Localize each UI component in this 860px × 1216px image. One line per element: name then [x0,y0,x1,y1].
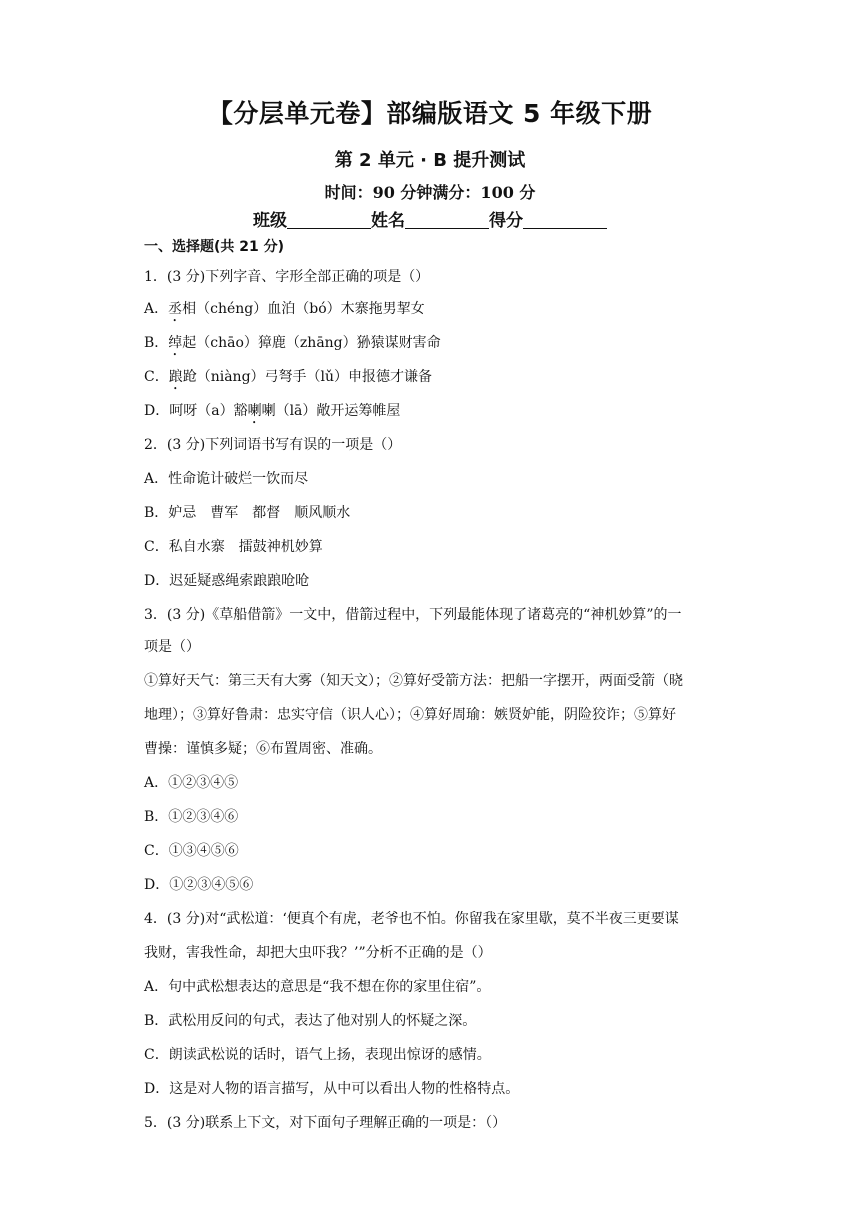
dotted-char: 踉 [168,369,183,385]
option-text: 起（chāo）獐鹿（zhāng）狲猿谋财害命 [182,335,441,351]
dotted-char: 丞 [168,301,183,317]
class-label: 班级 [253,211,287,231]
question-3-body-line-2: 地理）；③算好鲁肃：忠实守信（识人心）；④算好周瑜：嫉贤妒能，阴险狡诈；⑤算好 [144,707,676,723]
question-4-stem-line-2: 我财，害我性命，却把大虫吓我？’”分析不正确的是（） [144,945,492,961]
option-prefix: A． [144,301,169,317]
exam-subtitle: 第 2 单元 · B 提升测试 [334,150,526,171]
question-3-option-a: A．①②③④⑤ [144,775,239,791]
option-prefix: B． [144,335,169,351]
question-1-option-a [144,298,425,325]
option-prefix: C． [144,369,169,385]
question-1-option-b [144,332,441,359]
name-blank [405,210,489,229]
score-blank [523,210,607,229]
question-4-option-c: C．朗读武松说的话时，语气上扬，表现出惊讶的感情。 [144,1047,491,1063]
time-score-info: 时间：90 分钟满分：100 分 [324,183,536,202]
question-3-body-line-1: ①算好天气：第三天有大雾（知天文）；②算好受箭方法：把船一字摆开，两面受箭（晓 [144,673,683,689]
question-1-option-d [144,400,400,427]
option-text: 相（chéng）血泊（bó）木寨拖男挈女 [182,301,425,317]
question-1-option-c [144,366,432,393]
name-label: 姓名 [371,211,405,231]
question-2-option-a: A．性命诡计破烂一饮而尽 [144,471,309,487]
exam-title: 【分层单元卷】部编版语文 5 年级下册 [207,99,653,128]
student-info-fields [0,206,860,231]
question-1-stem: 1．(3 分)下列字音、字形全部正确的项是（） [144,269,430,285]
question-4-stem-line-1: 4．(3 分)对“武松道：‘便真个有虎，老爷也不怕。你留我在家里歇，莫不半夜三更要谋 [144,911,679,927]
question-3-stem-line-1: 3．(3 分)《草船借箭》一文中，借箭过程中，下列最能体现了诸葛亮的“神机妙算”的一 [144,607,682,623]
question-2-option-c: C．私自水寨 擂鼓神机妙算 [144,539,323,555]
dotted-char: 绰 [168,335,183,351]
question-4-option-b: B．武松用反问的句式，表达了他对别人的怀疑之深。 [144,1013,477,1029]
question-3-body-line-3: 曹操：谨慎多疑；⑥布置周密、准确。 [144,741,382,757]
class-blank [287,210,371,229]
question-2-option-b: B．妒忌 曹军 都督 顺风顺水 [144,505,351,521]
question-2-stem: 2．(3 分)下列词语书写有误的一项是（） [144,437,402,453]
option-text: 跄（niàng）弓弩手（lǔ）申报德才谦备 [182,369,433,385]
question-3-option-d: D．①②③④⑤⑥ [144,877,254,893]
score-label: 得分 [489,211,523,231]
question-4-option-d: D．这是对人物的语言描写，从中可以看出人物的性格特点。 [144,1081,520,1097]
option-prefix: D．呵呀（a）豁 [144,403,248,419]
question-3-option-b: B．①②③④⑥ [144,809,239,825]
question-5-stem: 5．(3 分)联系上下文，对下面句子理解正确的一项是：（） [144,1115,507,1131]
question-3-option-c: C．①③④⑤⑥ [144,843,239,859]
option-text: 喇（lā）敞开运筹帷屋 [261,403,401,419]
dotted-char: 喇 [247,403,262,419]
question-2-option-d: D．迟延疑惑绳索踉踉呛呛 [144,573,310,589]
question-3-stem-line-2: 项是（） [144,639,200,655]
section-heading: 一、选择题(共 21 分) [144,239,285,255]
question-4-option-a: A．句中武松想表达的意思是“我不想在你的家里住宿”。 [144,979,491,995]
